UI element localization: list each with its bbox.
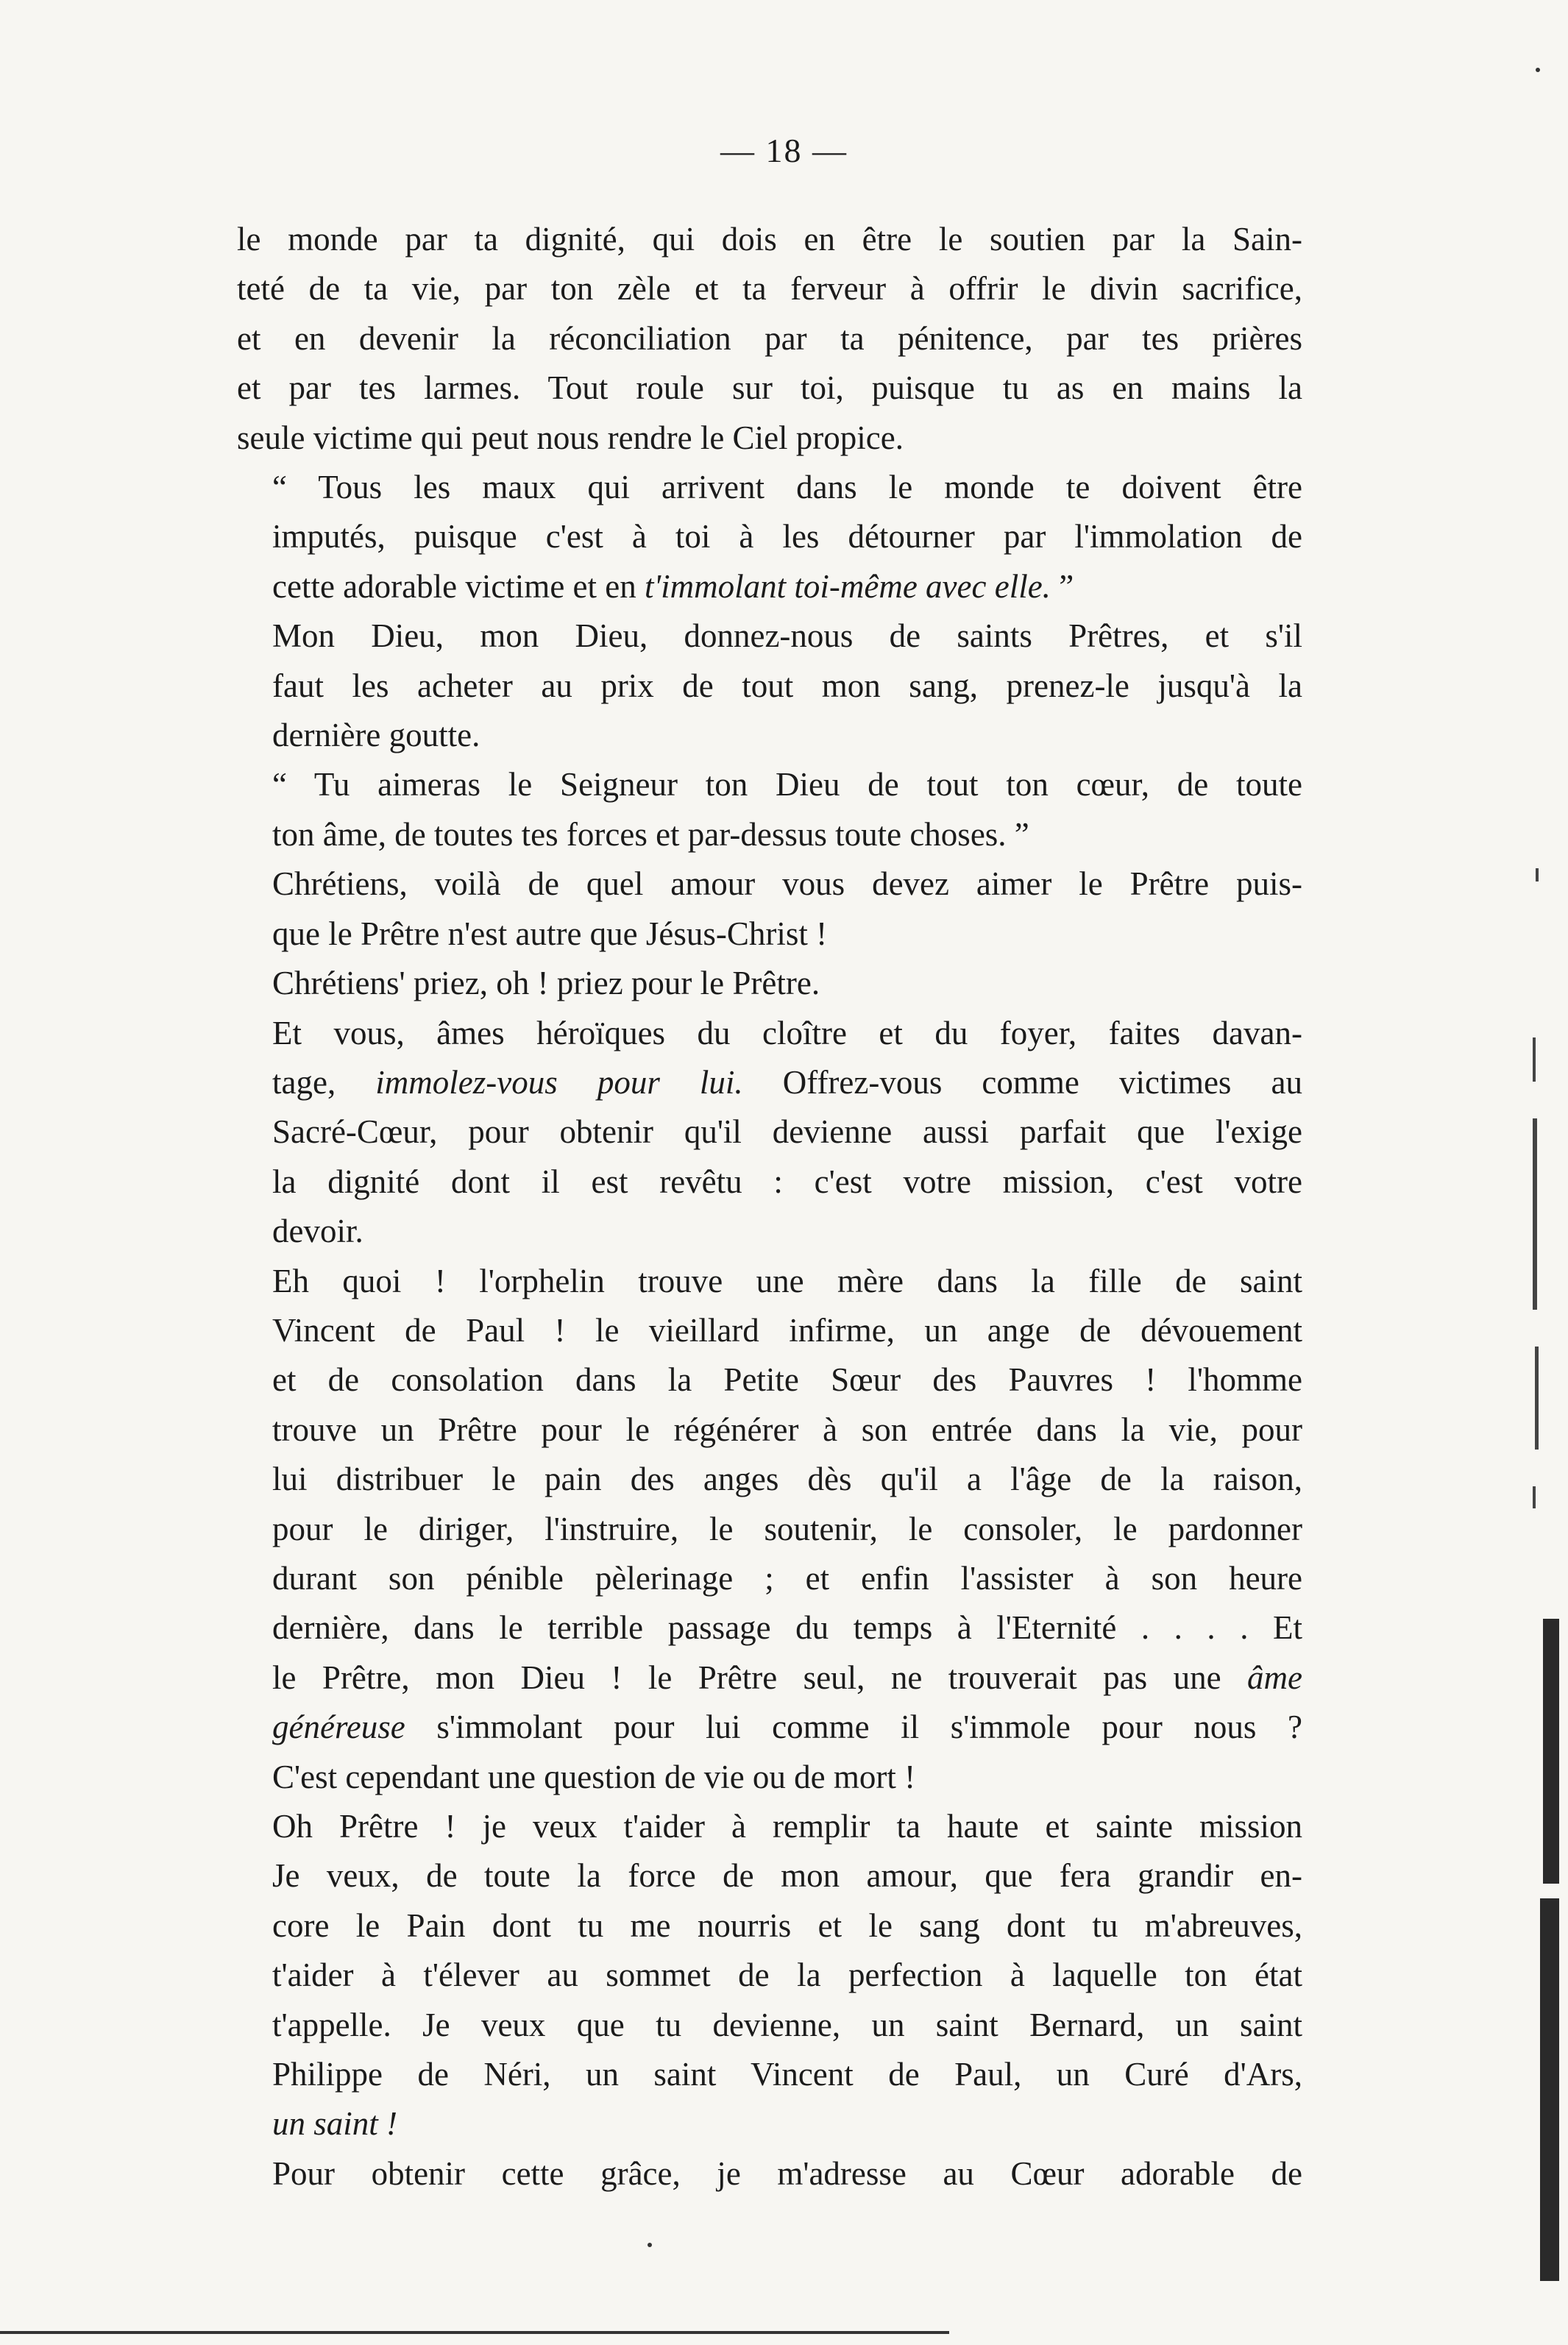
text-line: le monde par ta dignité, qui dois en être le soutien par la Sain- xyxy=(237,221,1302,258)
text-line: dernière, dans le terrible passage du temps à l'Eternité . . . . Et xyxy=(272,1609,1302,1647)
scan-mark xyxy=(1533,1486,1536,1508)
text-run: s'immolant pour lui comme il s'immole pour nous ? xyxy=(405,1709,1302,1746)
text-line: et en devenir la réconciliation par ta pénitence, par tes prières xyxy=(237,319,1302,357)
text-line: seule victime qui peut nous rendre le Ciel propice. xyxy=(237,419,904,456)
scan-mark xyxy=(1535,1347,1539,1450)
page-number: — 18 — xyxy=(720,132,848,169)
text-line xyxy=(237,1653,1302,1703)
text-line: et de consolation dans la Petite Sœur des Pauvres ! l'homme xyxy=(272,1361,1302,1399)
text-line: teté de ta vie, par ton zèle et ta ferveur à offrir le divin sacrifice, xyxy=(237,270,1302,308)
text-line xyxy=(237,1058,1302,1107)
text-line: et par tes larmes. Tout roule sur toi, puisque tu as en mains la xyxy=(237,369,1302,407)
text-line: Chrétiens' priez, oh ! priez pour le Prêtre. xyxy=(272,965,820,1002)
text-run: ” xyxy=(1050,567,1074,605)
text-line: lui distribuer le pain des anges dès qu'il a l'âge de la raison, xyxy=(272,1461,1302,1498)
text-line: Oh Prêtre ! je veux t'aider à remplir ta haute et sainte mission xyxy=(272,1808,1302,1845)
scan-edge-shadow xyxy=(1543,1619,1559,1884)
text-line: Pour obtenir cette grâce, je m'adresse au Cœur adorable de xyxy=(272,2154,1302,2192)
text-line: faut les acheter au prix de tout mon sang, prenez-le jusqu'à la xyxy=(272,667,1302,704)
text-line xyxy=(237,1703,1302,1752)
paragraph-7 xyxy=(237,1009,1302,1257)
text-line: la dignité dont il est revêtu : c'est votre mission, c'est votre xyxy=(272,1163,1302,1200)
paragraph-8 xyxy=(237,1257,1302,1802)
paragraph-3 xyxy=(237,611,1302,760)
text-line: pour le diriger, l'instruire, le soutenir, le consoler, le pardonner xyxy=(272,1510,1302,1547)
scan-bottom-rule xyxy=(0,2331,949,2334)
paragraph-6 xyxy=(237,959,1302,1008)
text-line: t'appelle. Je veux que tu devienne, un saint Bernard, un saint xyxy=(272,2006,1302,2043)
text-line: imputés, puisque c'est à toi à les détourner par l'immolation de xyxy=(272,518,1302,556)
text-line: core le Pain dont tu me nourris et le sang dont tu m'abreuves, xyxy=(272,1906,1302,1944)
italic-run: t'immolant toi-même avec elle. xyxy=(645,567,1051,605)
text-line: Sacré-Cœur, pour obtenir qu'il devienne aussi parfait que l'exige xyxy=(272,1113,1302,1151)
text-line: C'est cependant une question de vie ou de mort ! xyxy=(272,1758,916,1795)
text-line: dernière goutte. xyxy=(272,717,480,754)
scan-speck xyxy=(648,2243,652,2247)
text-line: Vincent de Paul ! le vieillard infirme, un ange de dévouement xyxy=(272,1311,1302,1349)
scan-mark xyxy=(1533,1118,1537,1310)
text-line: devoir. xyxy=(272,1213,363,1250)
paragraph-9 xyxy=(237,1802,1302,2149)
italic-run: âme xyxy=(1247,1658,1302,1696)
text-line: Philippe de Néri, un saint Vincent de Paul, un Curé d'Ars, xyxy=(272,2056,1302,2093)
text-line: Chrétiens, voilà de quel amour vous devez aimer le Prêtre puis- xyxy=(272,865,1302,903)
text-line xyxy=(237,562,1302,611)
text-line: un saint ! xyxy=(272,2105,398,2143)
text-line: t'aider à t'élever au sommet de la perfection à laquelle ton état xyxy=(272,1956,1302,1994)
paragraph-2 xyxy=(237,463,1302,611)
paragraph-10 xyxy=(237,2149,1302,2199)
italic-run: immolez-vous pour lui. xyxy=(375,1063,743,1101)
body-text xyxy=(237,215,1302,2199)
text-run: cette adorable victime et en xyxy=(272,567,645,605)
text-line: ton âme, de toutes tes forces et par-dessus toute choses. ” xyxy=(272,815,1029,853)
text-run: le Prêtre, mon Dieu ! le Prêtre seul, ne trouverait pas une xyxy=(272,1658,1248,1696)
paragraph-1 xyxy=(237,215,1302,463)
text-line: “ Tu aimeras le Seigneur ton Dieu de tout ton cœur, de toute xyxy=(272,766,1302,803)
paragraph-4 xyxy=(237,760,1302,859)
text-line: Eh quoi ! l'orphelin trouve une mère dans la fille de saint xyxy=(272,1262,1302,1299)
text-line: “ Tous les maux qui arrivent dans le monde te doivent être xyxy=(272,469,1302,506)
text-line: Mon Dieu, mon Dieu, donnez-nous de saints Prêtres, et s'il xyxy=(272,617,1302,655)
text-line: durant son pénible pèlerinage ; et enfin l'assister à son heure xyxy=(272,1559,1302,1597)
text-line: Et vous, âmes héroïques du cloître et du foyer, faites davan- xyxy=(272,1014,1302,1051)
text-line: trouve un Prêtre pour le régénérer à son entrée dans la vie, pour xyxy=(272,1411,1302,1448)
text-run: tage, xyxy=(272,1063,376,1101)
text-line: Je veux, de toute la force de mon amour, que fera grandir en- xyxy=(272,1857,1302,1895)
scan-mark xyxy=(1536,868,1539,881)
italic-run: généreuse xyxy=(272,1709,405,1746)
text-line: que le Prêtre n'est autre que Jésus-Christ ! xyxy=(272,915,828,952)
scan-speck xyxy=(1536,68,1540,72)
text-run: Offrez-vous comme victimes au xyxy=(742,1063,1302,1101)
paragraph-5 xyxy=(237,859,1302,959)
scan-edge-shadow xyxy=(1540,1898,1559,2281)
scan-mark xyxy=(1533,1037,1536,1082)
